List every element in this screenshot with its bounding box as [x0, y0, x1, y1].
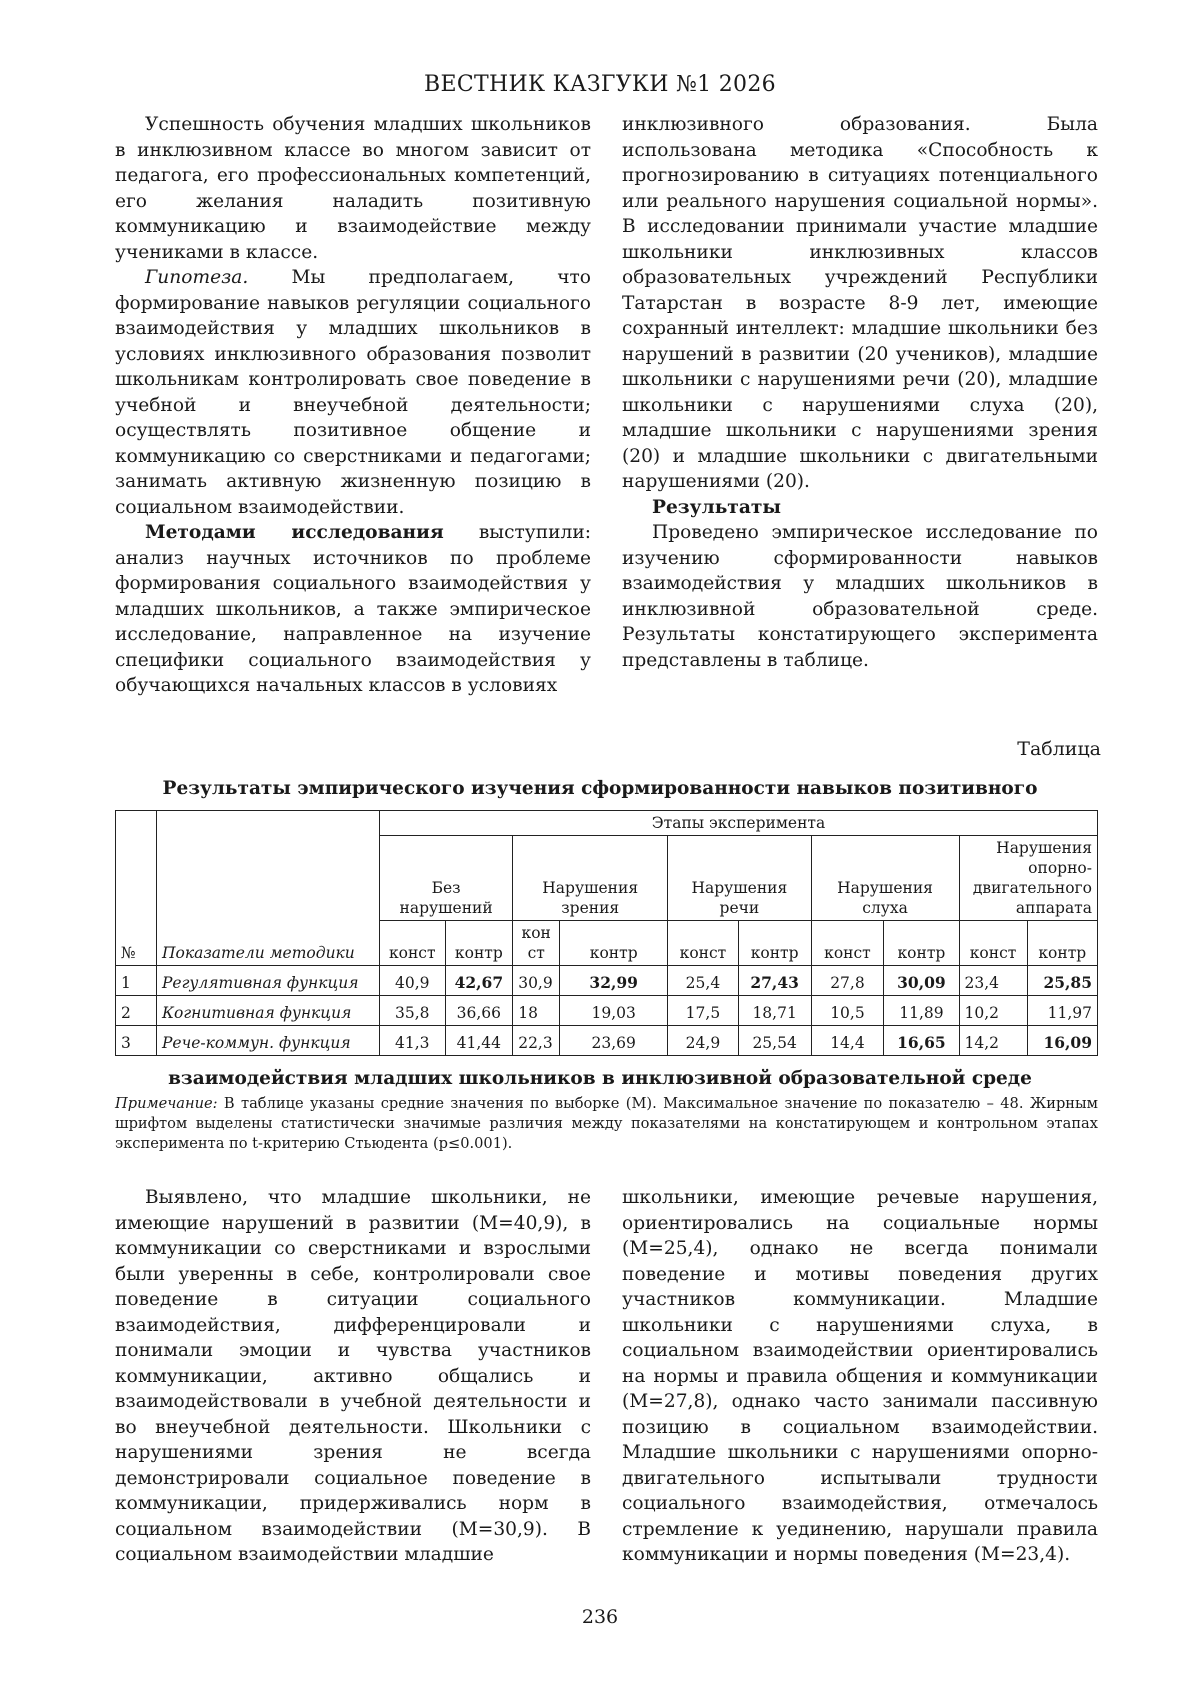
table-title-line2: взаимодействия младших школьников в инклюзивной образовательной среде	[168, 1068, 1032, 1089]
row-indicator: Регулятивная функция	[157, 966, 380, 996]
group-header: Без нарушений	[380, 836, 513, 921]
table-cell: 14,4	[811, 1026, 884, 1056]
paragraph-sample: инклюзивного образования. Была использована методика «Способность к прогнозированию в ситуациях потенциального или реального нарушения социальной нормы». В исследовании принимали участие младшие школьники инклюзивных классов образовательных учреждений Республики Татарстан в возрасте 8-9 лет, имеющие сохранный интеллект: младшие школьники без нарушений в развитии (20 учеников), младшие школьники с нарушениями речи (20), младшие школьники с нарушениями слуха (20), младшие школьники с нарушениями зрения (20) и младшие школьники с двигательными нарушениями (20).	[622, 114, 1098, 492]
table-cell: 32,99	[560, 966, 668, 996]
table-header-stages	[116, 811, 1098, 836]
table-cell: 36,66	[445, 996, 513, 1026]
table-note	[115, 1094, 1098, 1154]
subcol-header: конст	[959, 921, 1027, 966]
table-cell: 14,2	[959, 1026, 1027, 1056]
table-cell: 27,43	[738, 966, 811, 996]
table-title-line1: Результаты эмпирического изучения сформированности навыков позитивного	[162, 778, 1038, 799]
table-cell: 11,89	[884, 996, 959, 1026]
methods-text: выступили: анализ научных источников по проблеме формирования социального взаимодействия у младших школьников, а также эмпирическое исследование, направленное на изучение специфики социального взаимодействия у обучающихся начальных классов в условиях	[115, 522, 592, 696]
group-header: Нарушения слуха	[811, 836, 959, 921]
group-header: Нарушения опорно-двигательного аппарата	[959, 836, 1097, 921]
table-cell: 10,5	[811, 996, 884, 1026]
row-number: 2	[116, 996, 157, 1026]
table-row	[116, 996, 1098, 1026]
paragraph-intro: Успешность обучения младших школьников в инклюзивном классе во многом зависит от педагога, его профессиональных компетенций, его желания наладить позитивную коммуникацию и взаимодействие между учениками в классе.	[115, 114, 591, 263]
hypothesis-text: Мы предполагаем, что формирование навыков регуляции социального взаимодействия у младших школьников в условиях инклюзивного образования позволит школьникам контролировать свое поведение в учебной и внеучебной деятельности; осуществлять позитивное общение и коммуникацию со сверстниками и педагогами; занимать активную жизненную позицию в социальном взаимодействии.	[115, 267, 591, 518]
table-cell: 23,69	[560, 1026, 668, 1056]
left-column	[115, 112, 591, 699]
table-cell: 18	[513, 996, 560, 1026]
subcol-header: контр	[738, 921, 811, 966]
subcol-header: конст	[380, 921, 446, 966]
table-cell: 30,09	[884, 966, 959, 996]
methods-label: Методами исследования	[145, 522, 444, 543]
table-cell: 16,65	[884, 1026, 959, 1056]
table-cell: 23,4	[959, 966, 1027, 996]
stages-header: Этапы эксперимента	[380, 811, 1098, 836]
results-heading: Результаты	[652, 496, 782, 518]
paragraph-methods	[115, 520, 591, 699]
journal-header: ВЕСТНИК КАЗГУКИ №1 2026	[424, 72, 776, 97]
table-cell: 19,03	[560, 996, 668, 1026]
table-cell: 16,09	[1027, 1026, 1097, 1056]
paragraph-findings-1: Выявлено, что младшие школьники, не имеющие нарушений в развитии (M=40,9), в коммуникации со сверстниками и взрослыми были уверенны в себе, контролировали свое поведение в ситуации социального взаимодействия, дифференцировали и понимали эмоции и чувства участников коммуникации, активно общались и взаимодействовали в учебной деятельности и во внеучебной деятельности. Школьники с нарушениями зрения не всегда демонстрировали социальное поведение в коммуникации, придерживались норм в социальном взаимодействии (M=30,9). В социальном взаимодействии младшие	[115, 1187, 591, 1565]
table-cell: 10,2	[959, 996, 1027, 1026]
table-cell: 41,44	[445, 1026, 513, 1056]
row-number: 1	[116, 966, 157, 996]
table-cell: 17,5	[668, 996, 739, 1026]
right-column	[622, 112, 1098, 673]
hypothesis-label: Гипотеза.	[145, 267, 249, 288]
paragraph-hypothesis	[115, 265, 591, 520]
table-cell: 30,9	[513, 966, 560, 996]
num-header: №	[116, 811, 157, 966]
indicator-header: Показатели методики	[157, 811, 380, 966]
subcol-header: контр	[445, 921, 513, 966]
table-cell: 11,97	[1027, 996, 1097, 1026]
table-cell: 25,4	[668, 966, 739, 996]
results-table	[115, 810, 1098, 1056]
table-row	[116, 1026, 1098, 1056]
subcol-header: контр	[1027, 921, 1097, 966]
group-header: Нарушения зрения	[513, 836, 668, 921]
group-header: Нарушения речи	[668, 836, 811, 921]
table-cell: 24,9	[668, 1026, 739, 1056]
row-indicator: Рече-коммун. функция	[157, 1026, 380, 1056]
page-number: 236	[581, 1606, 619, 1628]
table-label: Таблица	[1017, 738, 1101, 760]
row-number: 3	[116, 1026, 157, 1056]
table-cell: 25,85	[1027, 966, 1097, 996]
note-label: Примечание:	[115, 1095, 218, 1112]
subcol-header: контр	[560, 921, 668, 966]
table-row	[116, 966, 1098, 996]
table-cell: 27,8	[811, 966, 884, 996]
subcol-header: конст	[668, 921, 739, 966]
table-cell: 35,8	[380, 996, 446, 1026]
table-cell: 18,71	[738, 996, 811, 1026]
table-cell: 42,67	[445, 966, 513, 996]
paragraph-results: Проведено эмпирическое исследование по изучению сформированности навыков взаимодействия у младших школьников в инклюзивной образовательной среде. Результаты констатирующего эксперимента представлены в таблице.	[622, 522, 1098, 671]
paragraph-findings-2: школьники, имеющие речевые нарушения, ориентировались на социальные нормы (M=25,4), однако не всегда понимали поведение и мотивы поведения других участников коммуникации. Младшие школьники с нарушениями слуха, в социальном взаимодействии ориентировались на нормы и правила общения и коммуникации (M=27,8), однако часто занимали пассивную позицию в социальном взаимодействии. Младшие школьники с нарушениями опорно-двигательного испытывали трудности социального взаимодействия, отмечалось стремление к уединению, нарушали правила коммуникации и нормы поведения (M=23,4).	[622, 1187, 1098, 1565]
row-indicator: Когнитивная функция	[157, 996, 380, 1026]
subcol-header: кон ст	[513, 921, 560, 966]
bottom-right-column	[622, 1185, 1098, 1568]
table-cell: 40,9	[380, 966, 446, 996]
subcol-header: контр	[884, 921, 959, 966]
table-cell: 22,3	[513, 1026, 560, 1056]
table-cell: 41,3	[380, 1026, 446, 1056]
subcol-header: конст	[811, 921, 884, 966]
table-cell: 25,54	[738, 1026, 811, 1056]
note-text: В таблице указаны средние значения по выборке (M). Максимальное значение по показателю – 48. Жирным шрифтом выделены статистически значимые различия между показателями на констатирующем и контрольном этапах эксперимента по t-критерию Стьюдента (p≤0.001).	[115, 1095, 1098, 1152]
bottom-left-column	[115, 1185, 591, 1568]
